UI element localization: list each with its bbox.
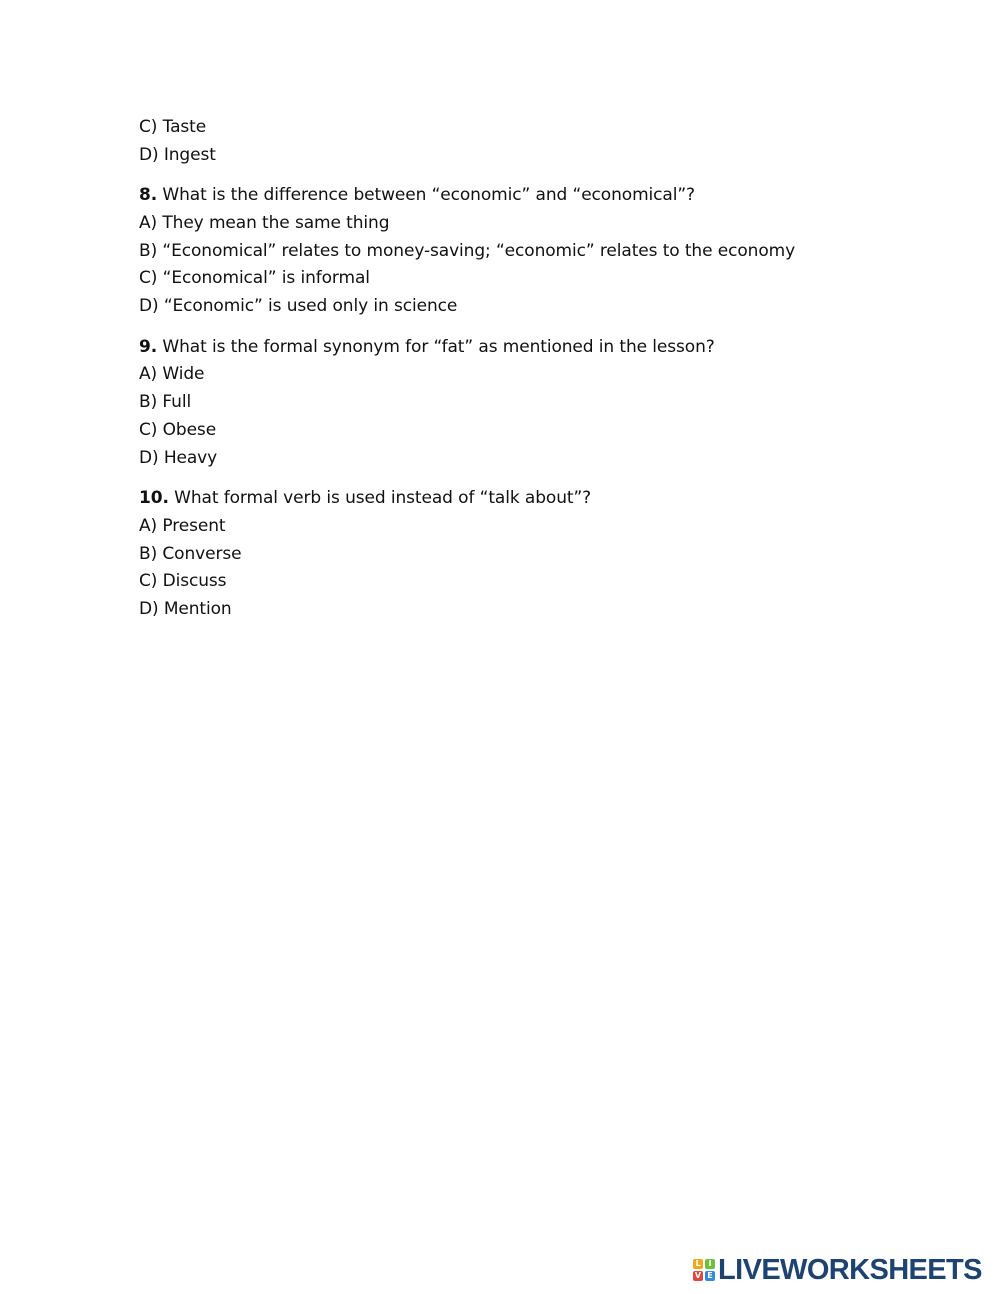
option-a: A) Present xyxy=(139,515,226,536)
brand-name: LIVEWORKSHEETS xyxy=(718,1254,982,1286)
liveworksheets-logo xyxy=(693,1255,982,1285)
option-b: B) Converse xyxy=(139,543,242,564)
question-8 xyxy=(139,182,959,321)
option-d: D) “Economic” is used only in science xyxy=(139,296,458,317)
option-c: C) Taste xyxy=(139,117,207,137)
question-text: What is the difference between “economic” and “economical”? xyxy=(157,185,695,206)
logo-icon xyxy=(693,1259,715,1281)
question-prompt xyxy=(139,485,959,513)
question-10 xyxy=(139,485,959,624)
option-d: D) Ingest xyxy=(139,144,216,165)
option-c: C) Discuss xyxy=(139,571,227,592)
option-d: D) Heavy xyxy=(139,447,218,468)
logo-cell-v: V xyxy=(694,1271,702,1280)
question-9 xyxy=(139,334,959,473)
question-number: 9. xyxy=(139,336,158,357)
question-number: 8. xyxy=(139,185,158,206)
question-prompt xyxy=(139,334,959,362)
question-prompt xyxy=(139,182,959,210)
option-a: A) Wide xyxy=(139,364,205,385)
logo-cell-i: I xyxy=(705,1259,715,1269)
option-b: B) “Economical” relates to money-saving; “economic” relates to the economy xyxy=(139,240,796,261)
question-text: What is the formal synonym for “fat” as mentioned in the lesson? xyxy=(157,336,715,357)
option-d: D) Mention xyxy=(139,599,232,620)
logo-cell-e: E xyxy=(705,1271,715,1281)
option-b: B) Full xyxy=(139,392,192,413)
question-text: What formal verb is used instead of “talk about”? xyxy=(168,488,592,509)
option-c: C) “Economical” is informal xyxy=(139,268,370,289)
question-number: 10. xyxy=(139,488,169,509)
option-a: A) They mean the same thing xyxy=(139,212,390,233)
logo-cell-l: L xyxy=(693,1259,703,1269)
question-list xyxy=(139,114,959,624)
option-c: C) Obese xyxy=(139,419,217,440)
carryover-options xyxy=(139,114,959,170)
